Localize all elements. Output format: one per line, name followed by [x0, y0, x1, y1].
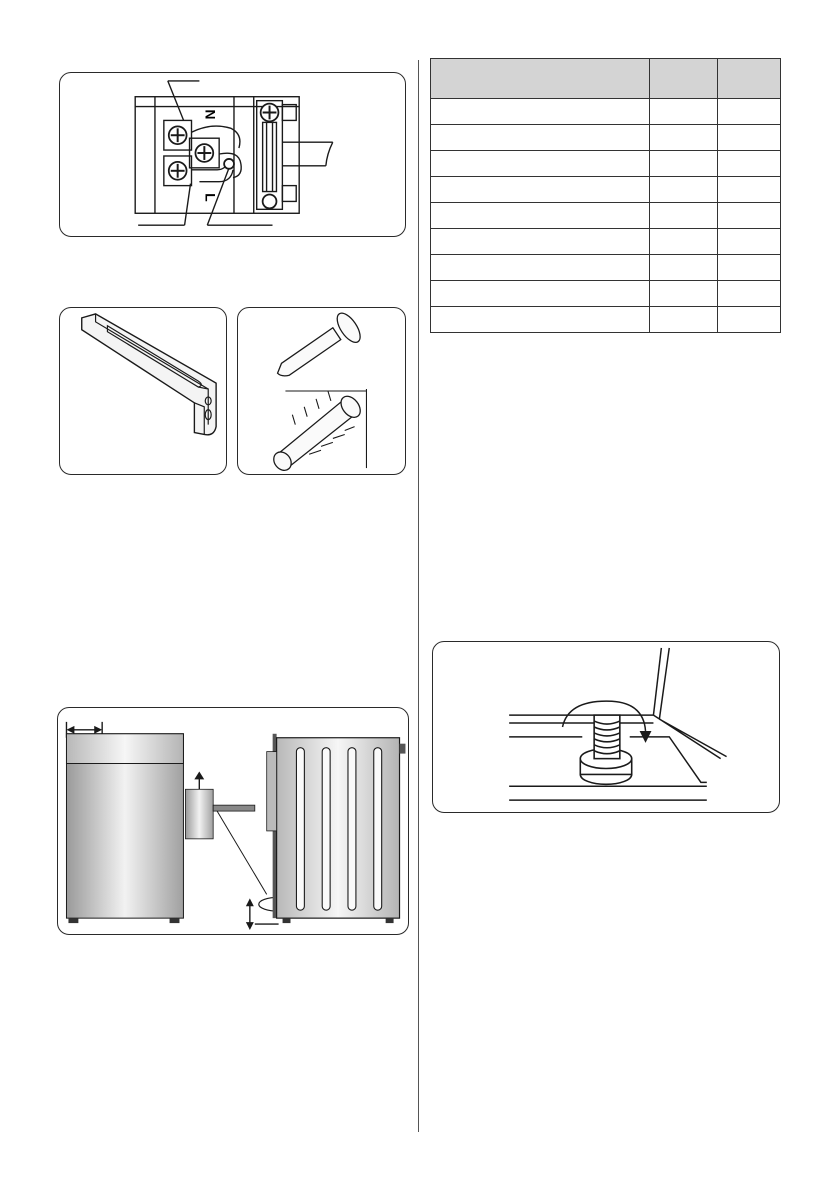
table-row: [431, 229, 781, 255]
screw-dowel-figure: [237, 307, 406, 475]
terminal-block-figure: [59, 72, 406, 237]
table-cell: [431, 229, 650, 255]
table-cell: [650, 177, 718, 203]
levelling-drawing: [58, 708, 408, 934]
table-cell: [718, 281, 781, 307]
table-header-row: [431, 59, 781, 99]
specification-table: [430, 58, 781, 333]
adjustable-foot-drawing: [433, 642, 779, 812]
terminal-label-n: N: [202, 109, 219, 120]
table-header-cell: [718, 59, 781, 99]
bracket-figure: [59, 307, 227, 475]
table-row: [431, 99, 781, 125]
table-header-cell: [431, 59, 650, 99]
table-header-cell: [650, 59, 718, 99]
table-cell: [650, 203, 718, 229]
table-cell: [718, 177, 781, 203]
table-cell: [431, 125, 650, 151]
adjustable-foot-figure: [432, 641, 780, 813]
table-cell: [718, 99, 781, 125]
table-cell: [650, 151, 718, 177]
table-row: [431, 203, 781, 229]
table-row: [431, 307, 781, 333]
table-row: [431, 281, 781, 307]
table-cell: [718, 255, 781, 281]
table-row: [431, 151, 781, 177]
column-divider: [418, 60, 419, 1132]
levelling-figure: [57, 707, 409, 935]
table-cell: [718, 151, 781, 177]
table-cell: [718, 125, 781, 151]
table-cell: [718, 307, 781, 333]
table-row: [431, 255, 781, 281]
terminal-block-drawing: [60, 73, 405, 236]
table-cell: [431, 203, 650, 229]
table-row: [431, 125, 781, 151]
table-cell: [718, 229, 781, 255]
bracket-drawing: [60, 308, 226, 474]
table-row: [431, 177, 781, 203]
table-cell: [431, 99, 650, 125]
table-cell: [650, 99, 718, 125]
table-cell: [431, 307, 650, 333]
table-cell: [431, 255, 650, 281]
table-cell: [718, 203, 781, 229]
terminal-label-l: L: [202, 193, 219, 202]
table-cell: [431, 177, 650, 203]
table-cell: [650, 307, 718, 333]
table-cell: [650, 125, 718, 151]
table-cell: [431, 151, 650, 177]
table-cell: [650, 229, 718, 255]
table-cell: [650, 255, 718, 281]
table-cell: [650, 281, 718, 307]
screw-dowel-drawing: [238, 308, 405, 474]
table-cell: [431, 281, 650, 307]
